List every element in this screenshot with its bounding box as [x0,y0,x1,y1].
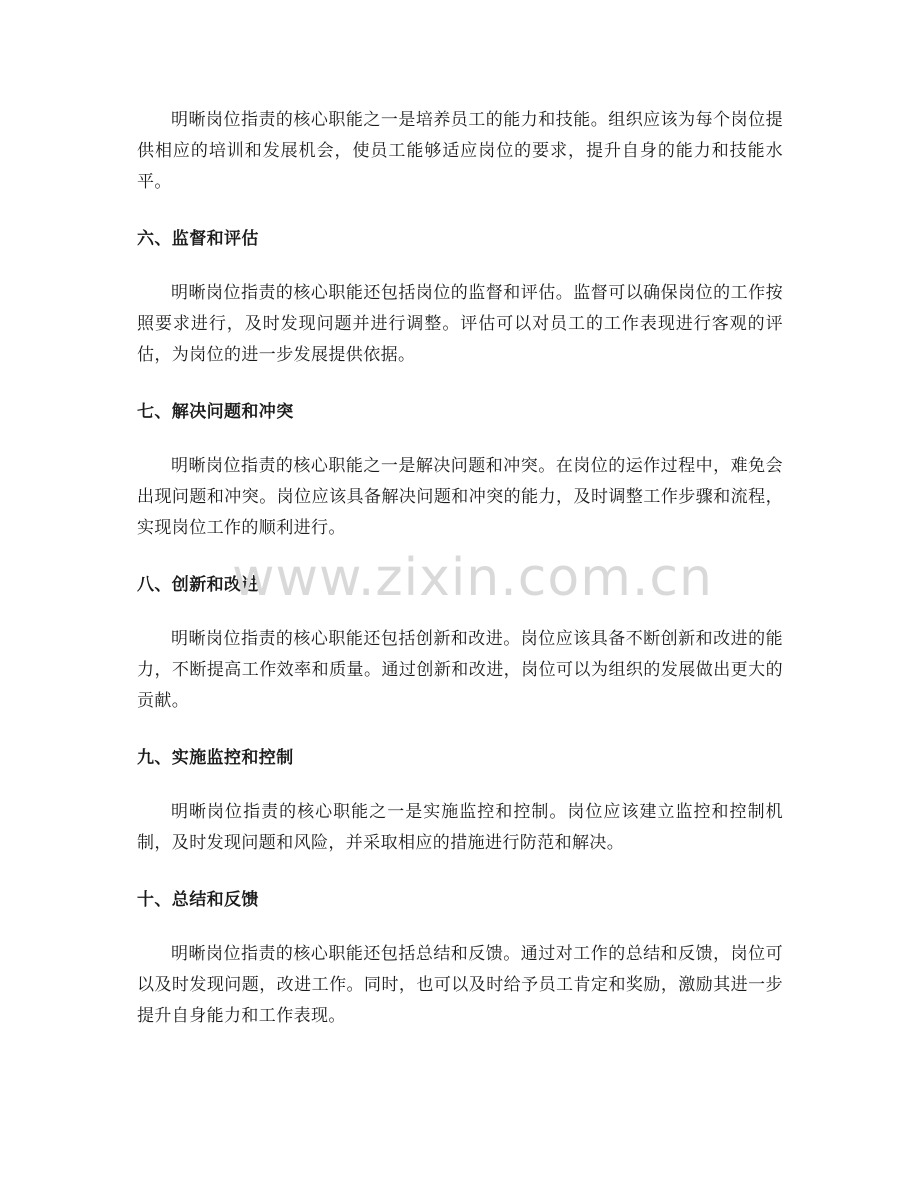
section-paragraph-9: 明晰岗位指责的核心职能之一是实施监控和控制。岗位应该建立监控和控制机制，及时发现问题和风险，并采取相应的措施进行防范和解决。 [137,802,783,853]
document-body [137,105,783,1032]
section-heading-8: 八、创新和改进 [137,575,259,595]
section-heading-7: 七、解决问题和冲突 [137,402,294,422]
section-paragraph-8: 明晰岗位指责的核心职能还包括创新和改进。岗位应该具备不断创新和改进的能力，不断提高工作效率和质量。通过创新和改进，岗位可以为组织的发展做出更大的贡献。 [137,629,783,711]
section-heading-9: 九、实施监控和控制 [137,748,294,768]
section-paragraph-7: 明晰岗位指责的核心职能之一是解决问题和冲突。在岗位的运作过程中，难免会出现问题和冲突。岗位应该具备解决问题和冲突的能力，及时调整工作步骤和流程，实现岗位工作的顺利进行。 [137,456,783,538]
section-paragraph-10: 明晰岗位指责的核心职能还包括总结和反馈。通过对工作的总结和反馈，岗位可以及时发现问题，改进工作。同时，也可以及时给予员工肯定和奖励，激励其进一步提升自身能力和工作表现。 [137,944,783,1026]
section-heading-6: 六、监督和评估 [137,229,259,249]
intro-paragraph: 明晰岗位指责的核心职能之一是培养员工的能力和技能。组织应该为每个岗位提供相应的培训和发展机会，使员工能够适应岗位的要求，提升自身的能力和技能水平。 [137,110,783,192]
watermark: www.zixin.com.cn [232,548,713,608]
section-heading-10: 十、总结和反馈 [137,890,259,910]
section-paragraph-6: 明晰岗位指责的核心职能还包括岗位的监督和评估。监督可以确保岗位的工作按照要求进行，及时发现问题并进行调整。评估可以对员工的工作表现进行客观的评估，为岗位的进一步发展提供依据。 [137,283,783,365]
